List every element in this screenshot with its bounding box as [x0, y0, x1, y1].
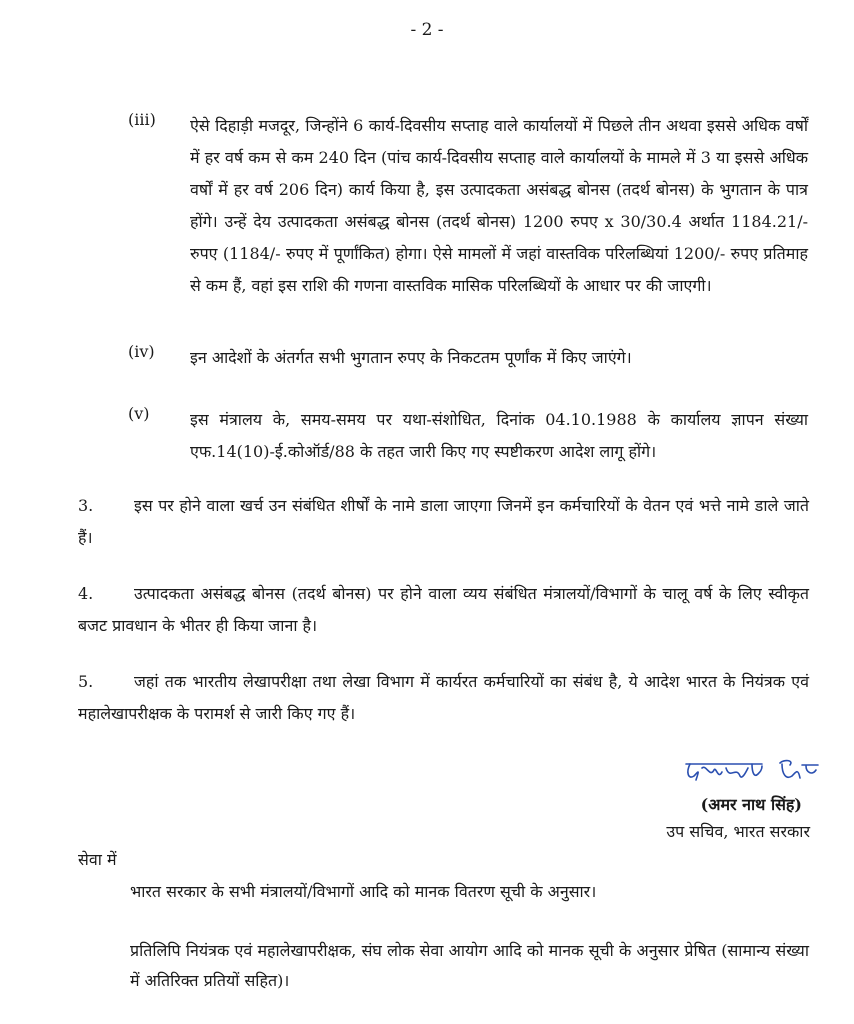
signatory-designation: उप सचिव, भारत सरकार — [666, 822, 810, 841]
distribution-line: भारत सरकार के सभी मंत्रालयों/विभागों आदि को मानक वितरण सूची के अनुसार। — [130, 882, 597, 901]
sub-item-number: (iv) — [128, 342, 155, 361]
sub-item-number: (v) — [128, 404, 150, 423]
paragraph-text: इस पर होने वाला खर्च उन संबंधित शीर्षों के नामे डाला जाएगा जिनमें इन कर्मचारियों के वेतन एवं भत्ते नामे डाले जाते हैं। — [78, 496, 809, 547]
sub-item-text: ऐसे दिहाड़ी मजदूर, जिन्होंने 6 कार्य-दिवसीय सप्ताह वाले कार्यालयों में पिछले तीन अथवा इससे अधिक वर्षों में हर वर्ष कम से कम 240 दिन (पांच कार्य-दिवसीय सप्ताह वाले कार्यालयों के मामले में 3 या इससे अधिक वर्षों में हर वर्ष 206 दिन) कार्य किया है, इस उत्पादकता असंबद्ध बोनस (तदर्थ बोनस) के भुगतान के पात्र होंगे। उन्हें देय उत्पादकता असंबद्ध बोनस (तदर्थ बोनस) 1200 रुपए x 30/30.4 अर्थात 1184.21/- रुपए (1184/- रुपए में पूर्णांकित) होगा। ऐसे मामलों में जहां वास्तविक परिलब्धियां 1200/- रुपए प्रतिमाह से कम हैं, वहां इस राशि की गणना वास्तविक मासिक परिलब्धियों के आधार पर की जाएगी। — [190, 116, 808, 295]
sub-item-number: (iii) — [128, 110, 156, 129]
paragraph-5 — [78, 666, 809, 730]
page-number: - 2 - — [410, 20, 444, 40]
paragraph-4 — [78, 578, 809, 642]
sub-item-text: इस मंत्रालय के, समय-समय पर यथा-संशोधित, दिनांक 04.10.1988 के कार्यालय ज्ञापन संख्या एफ.14(10)-ई.कोऑर्ड/88 के तहत जारी किए गए स्पष्टीकरण आदेश लागू होंगे। — [190, 410, 808, 461]
addressed-to-label: सेवा में — [78, 850, 117, 869]
signatory-name: (अमर नाथ सिंह) — [700, 795, 802, 814]
paragraph-number: 3. — [78, 496, 94, 515]
paragraph-text: जहां तक भारतीय लेखापरीक्षा तथा लेखा विभाग में कार्यरत कर्मचारियों का संबंध है, ये आदेश भारत के नियंत्रक एवं महालेखापरीक्षक के परामर्श से जारी किए गए हैं। — [78, 672, 809, 723]
handwritten-signature — [682, 758, 822, 788]
paragraph-number: 5. — [78, 672, 94, 691]
paragraph-text: उत्पादकता असंबद्ध बोनस (तदर्थ बोनस) पर होने वाला व्यय संबंधित मंत्रालयों/विभागों के चालू वर्ष के लिए स्वीकृत बजट प्रावधान के भीतर ही किया जाना है। — [78, 584, 809, 635]
sub-item-text: इन आदेशों के अंतर्गत सभी भुगतान रुपए के निकटतम पूर्णांक में किए जाएंगे। — [190, 348, 632, 367]
paragraph-3 — [78, 490, 809, 554]
paragraph-number: 4. — [78, 584, 94, 603]
copy-to-line: प्रतिलिपि नियंत्रक एवं महालेखापरीक्षक, संघ लोक सेवा आयोग आदि को मानक सूची के अनुसार प्रेषित (सामान्य संख्या में अतिरिक्त प्रतियों सहित)। — [130, 941, 809, 990]
